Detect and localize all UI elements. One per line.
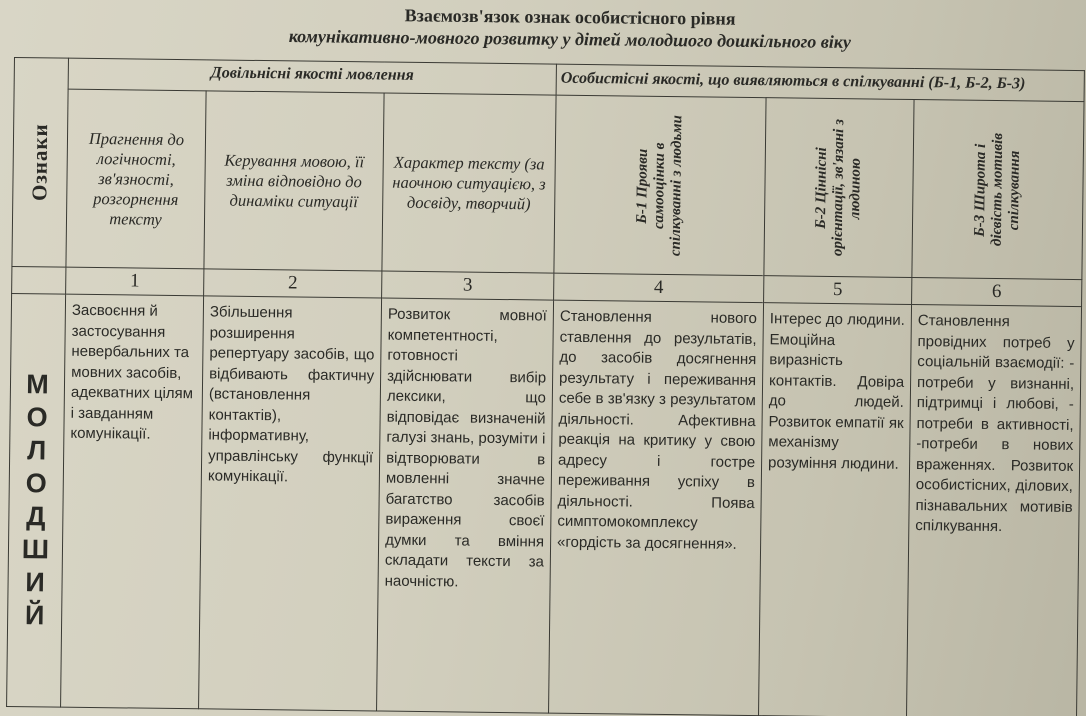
- cell-col-3: Розвиток мовної компетентності, готовності здійснювати вибір лексики, що відповідає визначеній галузі знань, розуміти і відтворювати в мовленні значне багатство засобів вираження своєї думки та вміння складати тексти за наочністю.: [377, 298, 554, 713]
- age-letter: О: [26, 402, 48, 433]
- column-header-row: [12, 89, 1084, 280]
- group-header-voluntary: Довільнісні якості мовлення: [68, 58, 556, 95]
- number-cell-empty: [12, 266, 66, 294]
- age-letter: Й: [24, 600, 45, 631]
- age-row: [7, 293, 1082, 716]
- column-number-3: 3: [382, 271, 554, 300]
- age-group-label: [8, 368, 64, 633]
- age-letter: Д: [26, 501, 46, 532]
- group-header-personal: Особистісні якості, що виявляються в спілкуванні (Б-1, Б-2, Б-3): [556, 64, 1084, 101]
- cell-col-4: Становлення нового ставлення до результатів, до засобів досягнення результату і переживання себе в зв'язку з результатом діяльності. Афективна реакція на критику у свою адресу і гостре переживання успіху в діяльності. Поява симптомокомплексу «гордість за досягнення».: [549, 300, 764, 716]
- column-number-5: 5: [764, 276, 912, 305]
- column-header-4: Б-1 Прояви самооцінки в спілкуванні з людьми: [634, 115, 686, 257]
- row-header-label: Ознаки: [27, 123, 53, 202]
- column-number-1: 1: [66, 267, 204, 296]
- column-header-1: Прагнення до логічності, зв'язності, розгорнення тексту: [66, 89, 206, 269]
- column-number-4: 4: [554, 273, 764, 303]
- column-header-5: Б-2 Ціннісні орієнтації, зв'язані з людиною: [812, 119, 864, 257]
- age-letter: Ш: [21, 534, 50, 565]
- column-number-6: 6: [912, 277, 1082, 306]
- age-letter: И: [25, 567, 45, 598]
- development-table: [6, 57, 1085, 716]
- cell-col-2: Збільшення розширення репертуару засобів, що відбивають фактичну (встановлення контактів), інформативну, управлінську функції комунікації.: [199, 296, 382, 711]
- age-letter: Л: [27, 435, 47, 466]
- age-letter: О: [25, 468, 47, 499]
- column-header-6: Б-3 Широта і дієвість мотивів спілкування: [971, 132, 1023, 247]
- column-header-3: Характер тексту (за наочною ситуацією, з досвіду, творчий): [382, 93, 556, 273]
- column-header-2: Керування мовою, її зміна відповідно до динаміки ситуації: [204, 91, 384, 271]
- title-line-2: комунікативно-мовного розвитку у дітей молодшого дошкільного віку: [288, 26, 852, 52]
- document-title: [120, 1, 1020, 54]
- title-line-1: Взаємозв'язок ознак особистісного рівня: [404, 5, 736, 29]
- column-header-4-cell: [554, 95, 766, 276]
- column-number-2: 2: [204, 269, 382, 298]
- cell-col-5: Інтерес до людини. Емоційна виразність контактів. Довіра до людей. Розвиток емпатії як механізму розуміння людини.: [759, 303, 912, 716]
- column-header-5-cell: [764, 98, 914, 278]
- row-header-cell: [12, 58, 69, 268]
- column-header-6-cell: [912, 99, 1084, 279]
- age-letter: М: [26, 369, 49, 400]
- cell-col-6: Становлення провідних потреб у соціальній взаємодії: - потреби у визнанні, підтримці і любові, - потреби в активності, -потреби в нових враженнях. Розвиток особистісних, ділових, пізнавальних мотивів спілкування.: [906, 304, 1081, 716]
- cell-col-1: Засвоєння й застосування невербальних та мовних засобів, адекватних цілям і завданням комунікації.: [61, 294, 204, 709]
- age-group-cell: [7, 293, 66, 707]
